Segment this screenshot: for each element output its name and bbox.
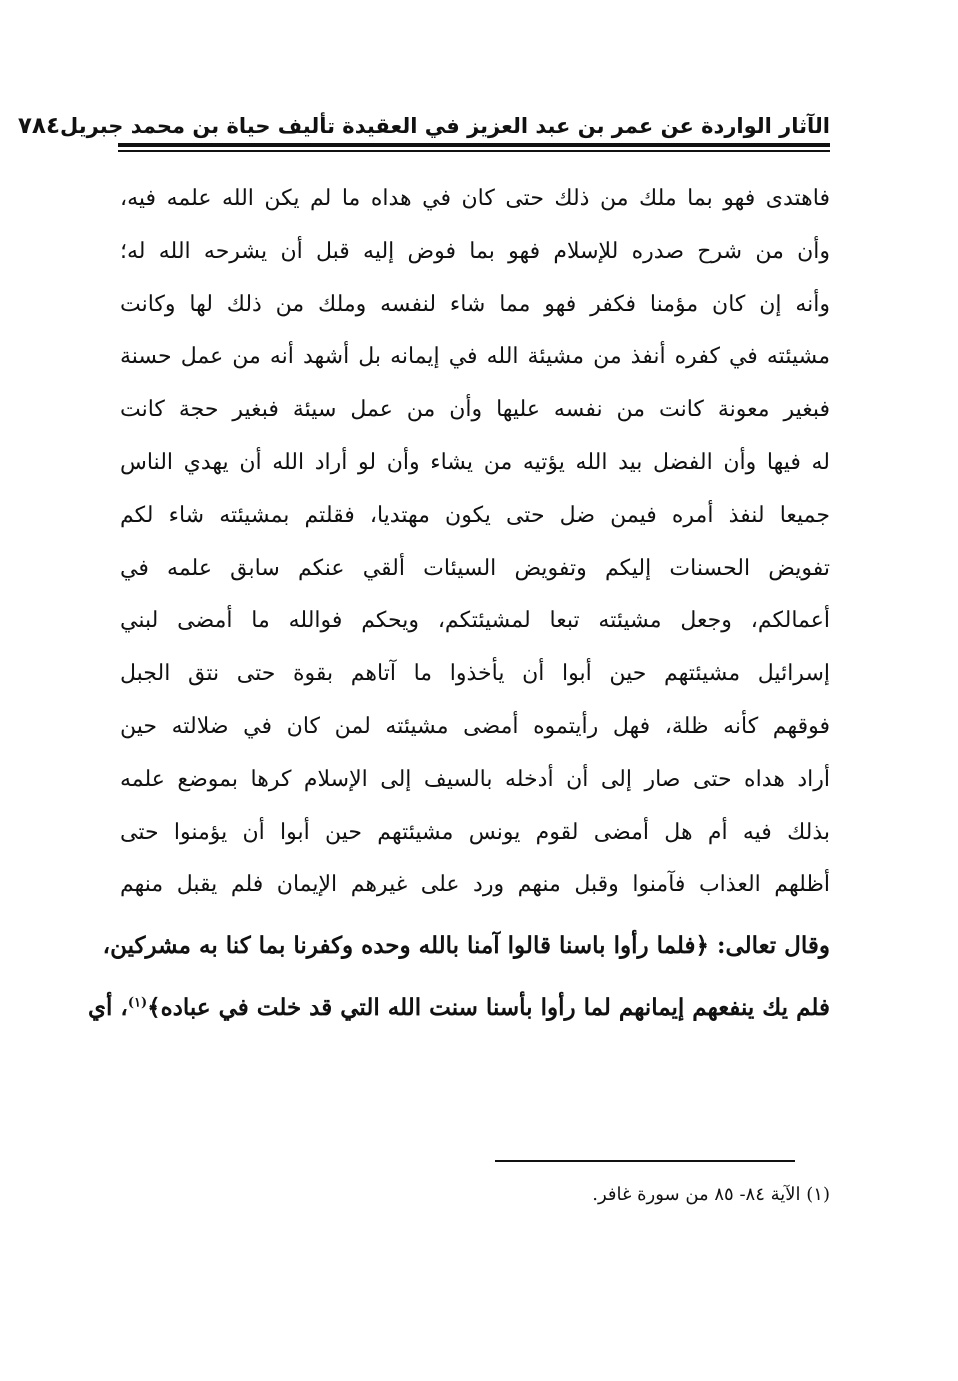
footnote-reference: (١)	[127, 995, 148, 1011]
text-line: أراد هداه حتى صار إلى أن أدخله بالسيف إلى الإسلام كرها بموضع علمه	[120, 766, 830, 792]
text-line: تفويض الحسنات إليكم وتفويض السيئات ألقي عنكم سابق علمه في	[120, 555, 830, 581]
text-line: أظلهم العذاب فآمنوا وقبل منهم ورد على غيرهم الإيمان فلم يقبل منهم	[120, 872, 830, 898]
text-line: إسرائيل مشيئتهم حين أبوا أن يأخذوا ما آتاهم بقوة حتى نتق الجبل	[120, 661, 830, 687]
text-line: جميعا لنفذ أمره فيمن ضل حتى يكون مهتديا، فقلتم بمشيئته شاء لكم	[120, 502, 830, 528]
quran-verse-text: فلم يك ينفعهم إيمانهم لما رأوا بأسنا سنت الله التي قد خلت في عباده﴾	[147, 994, 830, 1022]
header-rule-thin	[118, 150, 830, 152]
text-line: وأنه إن كان مؤمنا فكفر فهو مما شاء لنفسه وملك من ذلك لها وكانت	[120, 291, 830, 317]
quran-verse-line-2	[88, 980, 830, 1036]
text-line: له فيها وأن الفضل بيد الله يؤتيه من يشاء وأن لو أراد الله أن يهدي الناس	[120, 449, 830, 475]
text-line: فوقهم كأنه ظلة، فهل رأيتموه أمضى مشيئته لمن كان في ضلالته حين	[120, 713, 830, 739]
text-line: فاهتدى فهو بما ملك من ذلك حتى كان في هداه ما لم يكن الله علمه فيه،	[120, 186, 830, 211]
text-line: مشيئته في كفره أنفذ من مشيئة الله في إيمانه بل أشهد أنه من عمل حسنة	[120, 344, 830, 370]
header-rule-thick	[118, 143, 830, 147]
text-line: وأن من شرح صدره للإسلام فهو بما فوض إليه قبل أن يشرحه الله له؛	[120, 238, 830, 264]
footnote: (١) الآية ٨٤- ٨٥ من سورة غافر.	[592, 1184, 830, 1205]
page-number: ٧٨٤	[17, 113, 60, 139]
text-line: فبغير معونة كانت من نفسه عليها وأن من عمل سيئة فبغير حجة كانت	[120, 397, 830, 423]
body-text	[88, 173, 830, 1036]
running-title: الآثار الواردة عن عمر بن عبد العزيز في العقيدة تأليف حياة بن محمد جبريل	[60, 114, 830, 138]
quran-verse-line: وقال تعالى: ﴿فلما رأوا باسنا قالوا آمنا بالله وحده وكفرنا بما كنا به مشركين،	[102, 932, 830, 960]
verse-tail-text: ، أي	[88, 994, 128, 1022]
page-header	[17, 108, 830, 144]
text-line: بذلك فيه أم هل أمضى لقوم يونس مشيئتهم حين أبوا أن يؤمنوا حتى	[120, 819, 830, 845]
text-line: أعمالكم، وجعل مشيئته تبعا لمشيئتكم، ويحكم فوالله ما أمضى لبني	[120, 608, 830, 634]
footnote-separator	[495, 1160, 795, 1162]
